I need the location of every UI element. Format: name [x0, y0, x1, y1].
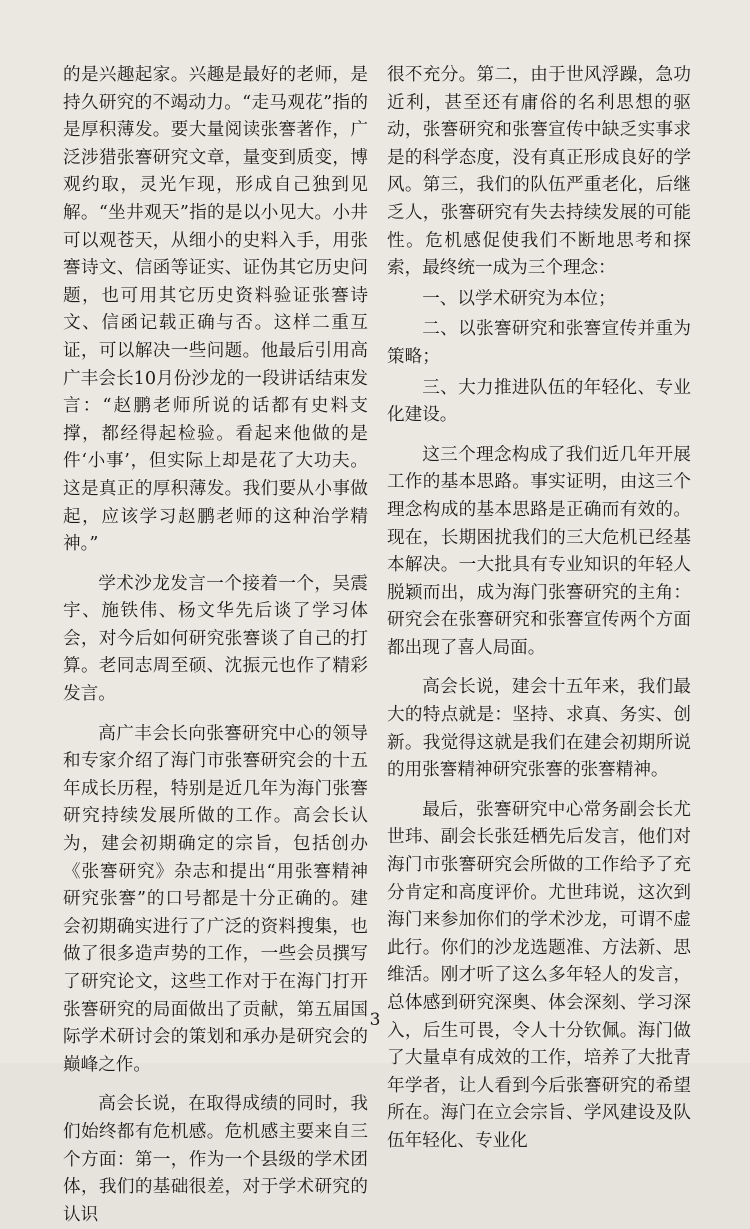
- left-paragraph-2: 学术沙龙发言一个接着一个，吴震宇、施铁伟、杨文华先后谈了学习体会，对今后如何研究张謇谈了自己的打算。老同志周至硕、沈振元也作了精彩发言。: [63, 573, 368, 705]
- left-column: [63, 62, 368, 1229]
- left-paragraph-3: 高广丰会长向张謇研究中心的领导和专家介绍了海门市张謇研究会的十五年成长历程，特别是近几年为海门张謇研究持续发展所做的工作。高会长认为，建会初期确定的宗旨，包括创办《张謇研究》杂志和提出“用张謇精神研究张謇”的口号都是十分正确的。建会初期确实进行了广泛的资料搜集，也做了很多造声势的工作，一些会员撰写了研究论文，这些工作对于在海门打开张謇研究的局面做出了贡献，第五届国际学术研讨会的策划和承办是研究会的巅峰之作。: [63, 723, 368, 1075]
- concept-item-1: 一、以学术研究为本位；: [422, 288, 616, 309]
- concept-item-3: 三、大力推进队伍的年轻化、专业化建设。: [387, 377, 691, 426]
- right-paragraph-3: 高会长说，建会十五年来，我们最大的特点就是：坚持、求真、务实、创新。我觉得这就是我们在建会初期所说的用张謇精神研究张謇的张謇精神。: [387, 677, 691, 781]
- page-number: 3: [369, 1010, 381, 1030]
- left-paragraph-1: 的是兴趣起家。兴趣是最好的老师，是持久研究的不竭动力。“走马观花”指的是厚积薄发。要大量阅读张謇著作，广泛涉猎张謇研究文章，量变到质变，博观约取，灵光乍现，形成自己独到见解。“坐井观天”指的是以小见大。小井可以观苍天，从细小的史料入手，用张謇诗文、信函等证实、证伪其它历史问题，也可用其它历史资料验证张謇诗文、信函记载正确与否。这样二重互证，可以解决一些问题。他最后引用高广丰会长10月份沙龙的一段讲话结束发言：“赵鹏老师所说的话都有史料支撑，都经得起检验。看起来他做的是件‘小事’，但实际上却是花了大功夫。这是真正的厚积薄发。我们要从小事做起，应该学习赵鹏老师的这种治学精神。”: [63, 65, 368, 555]
- left-paragraph-4: 高会长说，在取得成绩的同时，我们始终都有危机感。危机感主要来自三个方面：第一，作为一个县级的学术团体，我们的基础很差，对于学术研究的认识: [63, 1094, 368, 1225]
- right-paragraph-2: 这三个理念构成了我们近几年开展工作的基本思路。事实证明，由这三个理念构成的基本思路是正确而有效的。现在，长期困扰我们的三大危机已经基本解决。一大批具有专业知识的年轻人脱颖而出，成为海门张謇研究的主角：研究会在张謇研究和张謇宣传两个方面都出现了喜人局面。: [387, 444, 691, 658]
- concept-item-2: 二、以张謇研究和张謇宣传并重为策略；: [387, 319, 691, 367]
- right-paragraph-4: 最后，张謇研究中心常务副会长尤世玮、副会长张廷栖先后发言，他们对海门市张謇研究会所做的工作给予了充分肯定和高度评价。尤世玮说，这次到海门来参加你们的学术沙龙，可谓不虚此行。你们的沙龙选题准、方法新、思维活。刚才听了这么多年轻人的发言，总体感到研究深奥、体会深刻、学习深入，后生可畏，令人十分钦佩。海门做了大量卓有成效的工作，培养了大批青年学者，让人看到今后张謇研究的希望所在。海门在立会宗旨、学风建设及队伍年轻化、专业化: [387, 799, 691, 1151]
- right-column: [387, 62, 691, 1156]
- right-paragraph-1: 很不充分。第二，由于世风浮躁，急功近利，甚至还有庸俗的名利思想的驱动，张謇研究和张謇宣传中缺乏实事求是的科学态度，没有真正形成良好的学风。第三，我们的队伍严重老化，后继乏人，张謇研究有失去持续发展的可能性。危机感促使我们不断地思考和探索，最终统一成为三个理念：: [387, 65, 691, 279]
